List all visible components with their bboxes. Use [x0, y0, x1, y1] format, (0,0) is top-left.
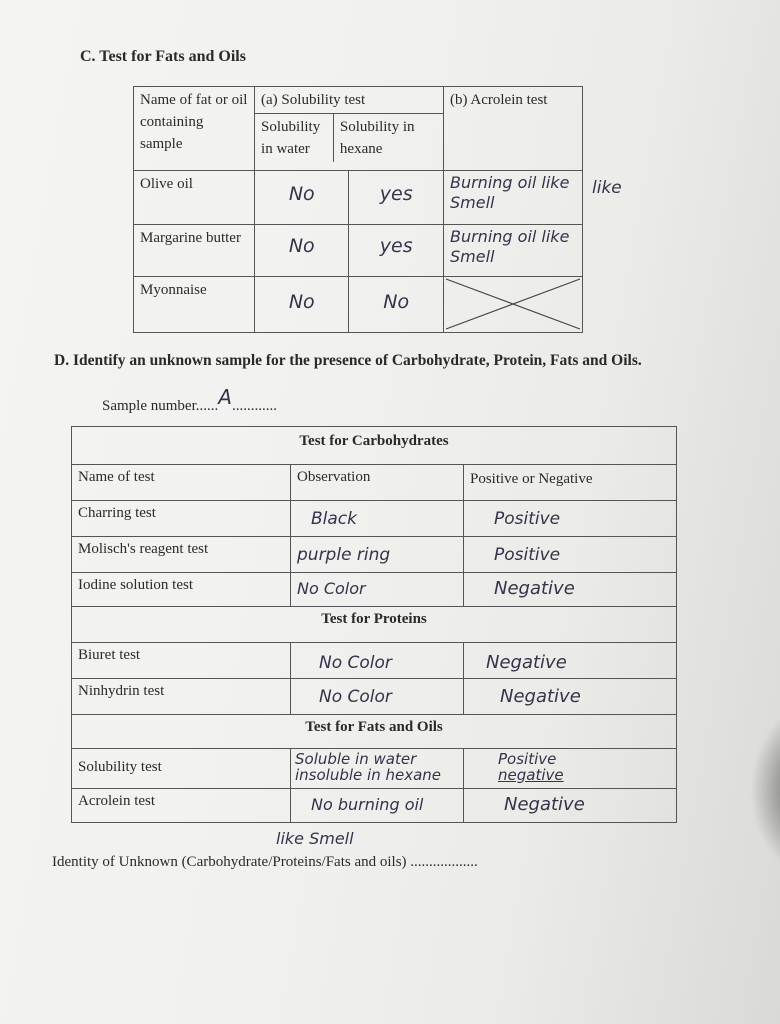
row-olive-water: No — [255, 171, 349, 225]
row-mayonnaise-hexane: No — [349, 277, 444, 333]
carb-row-name: Charring test — [72, 501, 291, 537]
carb-row-result: Positive — [464, 537, 677, 573]
carb-section-title: Test for Carbohydrates — [72, 427, 677, 465]
sample-number-label: Sample number — [102, 398, 196, 414]
header-water: Solubility in water — [255, 114, 334, 162]
carb-row-observation: No Color — [291, 573, 464, 607]
fats-observation-line2: insoluble in hexane — [295, 766, 442, 784]
margin-note-like: like — [592, 178, 622, 198]
col-observation: Observation — [291, 465, 464, 501]
row-olive-name: Olive oil — [134, 171, 255, 225]
fats-oils-table — [133, 86, 583, 333]
row-mayonnaise-acrolein-crossed — [443, 277, 582, 333]
carb-row-name: Iodine solution test — [72, 573, 291, 607]
row-margarine-water: No — [255, 225, 349, 277]
sample-number-value: A — [218, 385, 232, 409]
page-shadow — [750, 700, 780, 880]
identity-of-unknown: Identity of Unknown (Carbohydrate/Proteins/Fats and oils) .................. — [52, 854, 478, 870]
protein-row-observation: No Color — [291, 679, 464, 715]
carb-row-result: Negative — [464, 573, 677, 607]
protein-row-observation: No Color — [291, 643, 464, 679]
protein-row-result: Negative — [464, 679, 677, 715]
row-margarine-hexane: yes — [349, 225, 444, 277]
fats-row-name: Acrolein test — [72, 789, 291, 823]
row-olive-acrolein: Burning oil like Smell — [443, 171, 582, 225]
sample-number-line: Sample number......A............ — [102, 385, 277, 414]
header-hexane: Solubility in hexane — [339, 119, 415, 157]
col-name-of-test: Name of test — [72, 465, 291, 501]
row-olive-hexane: yes — [349, 171, 444, 225]
fats-observation-line1: Soluble in water — [295, 750, 417, 768]
protein-section-title: Test for Proteins — [72, 607, 677, 643]
section-d-title: D. Identify an unknown sample for the presence of Carbohydrate, Protein, Fats and Oils. — [54, 352, 642, 369]
row-mayonnaise-name: Myonnaise — [134, 277, 255, 333]
fats-row-result: Negative — [464, 789, 677, 823]
protein-row-result: Negative — [464, 643, 677, 679]
header-solubility-test — [255, 87, 444, 171]
carb-row-observation: Black — [291, 501, 464, 537]
fats-section-title: Test for Fats and Oils — [72, 715, 677, 749]
acrolein-note-continued: like Smell — [276, 829, 354, 848]
header-solubility-subcols — [255, 114, 443, 162]
carb-row-observation: purple ring — [291, 537, 464, 573]
carb-row-name: Molisch's reagent test — [72, 537, 291, 573]
row-margarine-acrolein: Burning oil like Smell — [443, 225, 582, 277]
fats-row-name: Solubility test — [72, 749, 291, 789]
protein-row-name: Ninhydrin test — [72, 679, 291, 715]
fats-row-observation: No burning oil — [291, 789, 464, 823]
unknown-sample-table — [71, 426, 677, 823]
fats-result-line1: Positive — [498, 750, 557, 768]
fats-row-observation — [291, 749, 464, 789]
row-margarine-name: Margarine butter — [134, 225, 255, 277]
fats-row-result — [464, 749, 677, 789]
carb-row-result: Positive — [464, 501, 677, 537]
section-c-title: C. Test for Fats and Oils — [80, 48, 246, 65]
col-result: Positive or Negative — [464, 465, 677, 501]
header-acrolein: (b) Acrolein test — [443, 87, 582, 171]
protein-row-name: Biuret test — [72, 643, 291, 679]
header-solubility-label: (a) Solubility test — [255, 87, 443, 114]
cross-out-mark — [444, 277, 582, 331]
fats-result-line2: negative — [498, 766, 564, 784]
row-mayonnaise-water: No — [255, 277, 349, 333]
header-sample-name: Name of fat or oil containing sample — [134, 87, 255, 171]
